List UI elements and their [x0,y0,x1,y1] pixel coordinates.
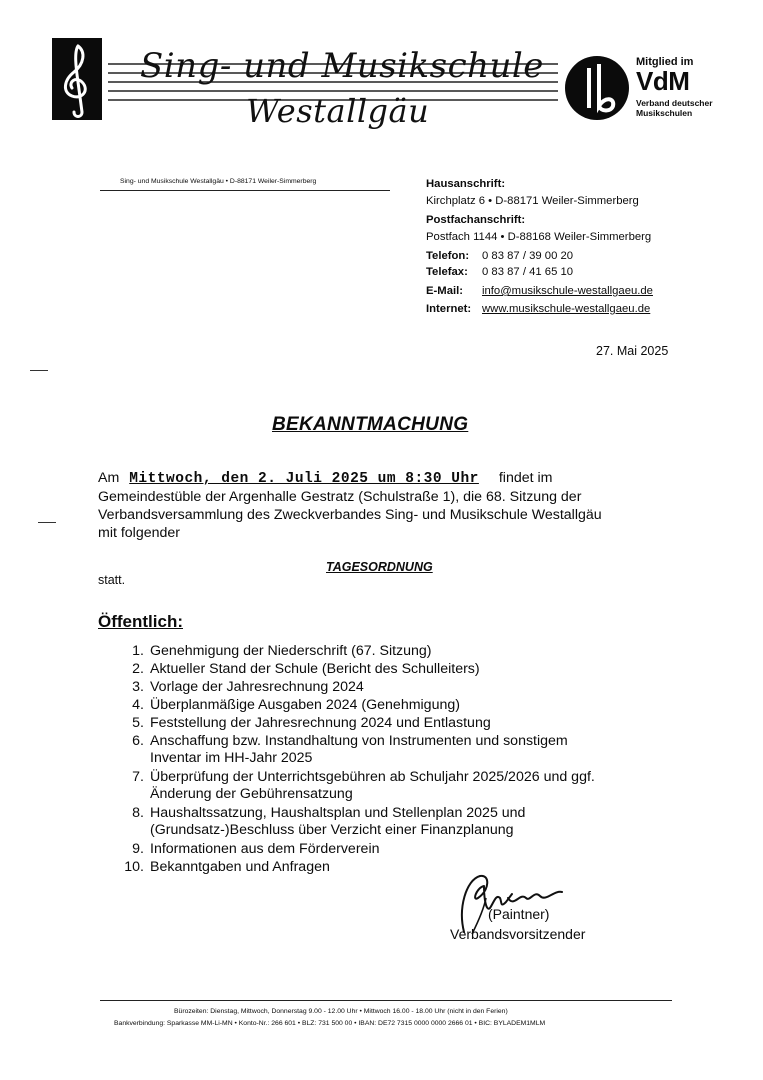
email-label: E-Mail: [426,285,464,297]
school-name-line1: Sing- und Musikschule [140,46,544,86]
agenda-item: 4. Überplanmäßige Ausgaben 2024 (Genehmigung) [132,697,460,713]
agenda-item: 5. Feststellung der Jahresrechnung 2024 und Entlastung [132,715,491,731]
vdm-line2: Musikschulen [636,108,693,118]
vdm-member-text: Mitglied im [636,56,694,68]
sender-divider [100,190,390,191]
vdm-logo-icon [565,56,629,120]
intro-am: Am [98,470,120,486]
house-address-label: Hausanschrift: [426,178,506,190]
phone-label: Telefon: [426,250,470,262]
school-name-line2: Westallgäu [246,92,430,130]
agenda-item: 9. Informationen aus dem Förderverein [132,841,380,857]
agenda-item: 6. Anschaffung bzw. Instandhaltung von Instrumenten und sonstigem [132,733,568,749]
bank-details: Bankverbindung: Sparkasse MM-Li-MN • Konto-Nr.: 266 601 • BLZ: 731 500 00 • IBAN: DE72 7315 0000 0000 2666 01 • BIC: BYLADEM1MLM [114,1020,546,1027]
fold-mark [30,370,48,371]
fax-value: 0 83 87 / 41 65 10 [482,266,574,278]
web-row [426,303,650,315]
intro-line1 [98,470,552,487]
agenda-title: TAGESORDNUNG [326,560,433,574]
intro-line1-rest: findet im [498,470,553,486]
vdm-name: VdM [636,66,690,96]
email-row [426,285,653,297]
intro-line3: Verbandsversammlung des Zweckverbandes Sing- und Musikschule Westallgäu [98,507,602,523]
public-heading: Öffentlich: [98,612,183,631]
fax-label: Telefax: [426,266,468,278]
agenda-item: 10. Bekanntgaben und Anfragen [124,859,330,875]
agenda-item-continuation: (Grundsatz-)Beschluss über Verzicht einer Finanzplanung [150,822,514,838]
fold-mark [38,522,56,523]
statt-text: statt. [98,573,126,587]
intro-line2: Gemeindestüble der Argenhalle Gestratz (Schulstraße 1), die 68. Sitzung der [98,489,582,505]
phone-row [426,250,573,262]
fax-row [426,266,573,278]
treble-clef-icon [52,38,102,120]
house-address-value: Kirchplatz 6 • D-88171 Weiler-Simmerberg [426,195,639,207]
agenda-item-continuation: Inventar im HH-Jahr 2025 [150,750,313,766]
agenda-item-continuation: Änderung der Gebührensatzung [150,786,353,802]
intro-line4: mit folgender [98,525,181,541]
treble-clef-logo [52,38,102,120]
web-label: Internet: [426,303,472,315]
announcement-heading: BEKANNTMACHUNG [272,414,469,435]
agenda-item: 3. Vorlage der Jahresrechnung 2024 [132,679,364,695]
signatory-name: (Paintner) [488,906,550,922]
pobox-label: Postfachanschrift: [426,214,526,226]
agenda-item: 7. Überprüfung der Unterrichtsgebühren ab Schuljahr 2025/2026 und ggf. [132,769,595,785]
agenda-item: 2. Aktueller Stand der Schule (Bericht des Schulleiters) [132,661,480,677]
footer-divider [100,1000,672,1001]
pobox-value: Postfach 1144 • D-88168 Weiler-Simmerberg [426,231,652,243]
signatory-role: Verbandsvorsitzender [450,926,586,942]
letter-date: 27. Mai 2025 [596,344,669,358]
email-link[interactable]: info@musikschule-westallgaeu.de [482,285,653,297]
phone-value: 0 83 87 / 39 00 20 [482,250,574,262]
vdm-line1: Verband deutscher [636,98,713,108]
agenda-item: 8. Haushaltssatzung, Haushaltsplan und Stellenplan 2025 und [132,805,526,821]
office-hours: Bürozeiten: Dienstag, Mittwoch, Donnerstag 9.00 - 12.00 Uhr • Mittwoch 16.00 - 18.00 Uhr (nicht in den Ferien) [174,1008,508,1015]
sender-line: Sing- und Musikschule Westallgäu • D-88171 Weiler-Simmerberg [120,178,317,185]
meeting-date: Mittwoch, den 2. Juli 2025 um 8:30 Uhr [129,471,479,487]
web-link[interactable]: www.musikschule-westallgaeu.de [482,303,651,315]
agenda-item: 1. Genehmigung der Niederschrift (67. Sitzung) [132,643,432,659]
